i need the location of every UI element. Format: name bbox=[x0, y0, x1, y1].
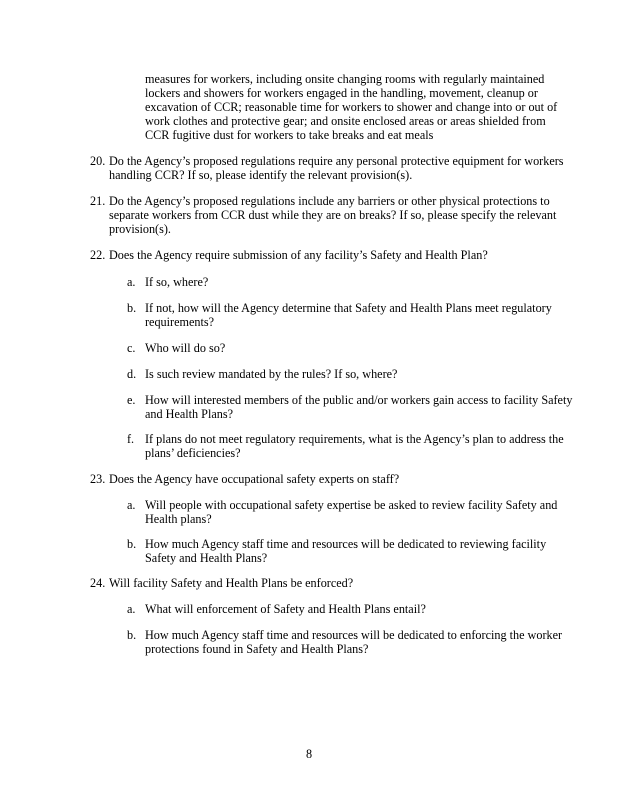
sub-question-letter: b. bbox=[127, 628, 137, 642]
sub-question-letter: a. bbox=[127, 275, 136, 289]
question-number: 23. bbox=[90, 472, 106, 486]
sub-question-text: How much Agency staff time and resources will be dedicated to reviewing facility Safety and Health Plans? bbox=[145, 537, 547, 565]
sub-question-text: How much Agency staff time and resources will be dedicated to enforcing the worker protections found in Safety and Health Plans? bbox=[145, 628, 563, 656]
sub-question-23a bbox=[127, 498, 577, 526]
sub-question-text: What will enforcement of Safety and Health Plans entail? bbox=[145, 602, 426, 616]
page-number: 8 bbox=[305, 747, 313, 761]
sub-question-24b bbox=[127, 628, 577, 656]
sub-question-22b bbox=[127, 301, 577, 329]
question-23 bbox=[90, 472, 575, 486]
question-text: Do the Agency’s proposed regulations require any personal protective equipment for workers handling CCR? If so, please identify the relevant provision(s). bbox=[109, 154, 564, 182]
sub-question-22e bbox=[127, 393, 577, 421]
question-text: Do the Agency’s proposed regulations include any barriers or other physical protections to separate workers from CCR dust while they are on breaks? If so, please specify the relevant provision(s). bbox=[109, 194, 557, 236]
sub-question-24a bbox=[127, 602, 577, 616]
sub-question-letter: f. bbox=[127, 432, 135, 446]
sub-question-letter: b. bbox=[127, 301, 137, 315]
question-20 bbox=[90, 154, 575, 182]
sub-question-text: If so, where? bbox=[145, 275, 209, 289]
question-number: 24. bbox=[90, 576, 106, 590]
sub-question-22c bbox=[127, 341, 577, 355]
sub-question-text: Is such review mandated by the rules? If so, where? bbox=[145, 367, 398, 381]
sub-question-letter: c. bbox=[127, 341, 136, 355]
sub-question-letter: a. bbox=[127, 602, 136, 616]
sub-question-letter: b. bbox=[127, 537, 137, 551]
sub-question-22f bbox=[127, 432, 577, 460]
sub-question-letter: a. bbox=[127, 498, 136, 512]
question-number: 22. bbox=[90, 248, 106, 262]
sub-question-text: If not, how will the Agency determine that Safety and Health Plans meet regulatory requirements? bbox=[145, 301, 552, 329]
sub-question-22a bbox=[127, 275, 577, 289]
continued-paragraph: measures for workers, including onsite changing rooms with regularly maintained lockers and showers for workers engaged in the handling, movement, cleanup or excavation of CCR; reasonable time for workers to shower and change into or out of work clothes and protective gear; and onsite enclosed areas or areas shielded from CCR fugitive dust for workers to take breaks and eat meals bbox=[145, 72, 558, 142]
sub-question-text: Will people with occupational safety expertise be asked to review facility Safety and Health plans? bbox=[145, 498, 558, 526]
question-22 bbox=[90, 248, 575, 262]
question-text: Does the Agency require submission of any facility’s Safety and Health Plan? bbox=[109, 248, 488, 262]
question-number: 21. bbox=[90, 194, 106, 208]
sub-question-letter: e. bbox=[127, 393, 136, 407]
sub-question-letter: d. bbox=[127, 367, 137, 381]
question-text: Will facility Safety and Health Plans be enforced? bbox=[109, 576, 354, 590]
question-24 bbox=[90, 576, 575, 590]
sub-question-23b bbox=[127, 537, 577, 565]
sub-question-text: Who will do so? bbox=[145, 341, 226, 355]
sub-question-text: If plans do not meet regulatory requirements, what is the Agency’s plan to address the plans’ deficiencies? bbox=[145, 432, 564, 460]
question-number: 20. bbox=[90, 154, 106, 168]
question-21 bbox=[90, 194, 575, 236]
sub-question-22d bbox=[127, 367, 577, 381]
sub-question-text: How will interested members of the public and/or workers gain access to facility Safety and Health Plans? bbox=[145, 393, 573, 421]
question-text: Does the Agency have occupational safety experts on staff? bbox=[109, 472, 400, 486]
